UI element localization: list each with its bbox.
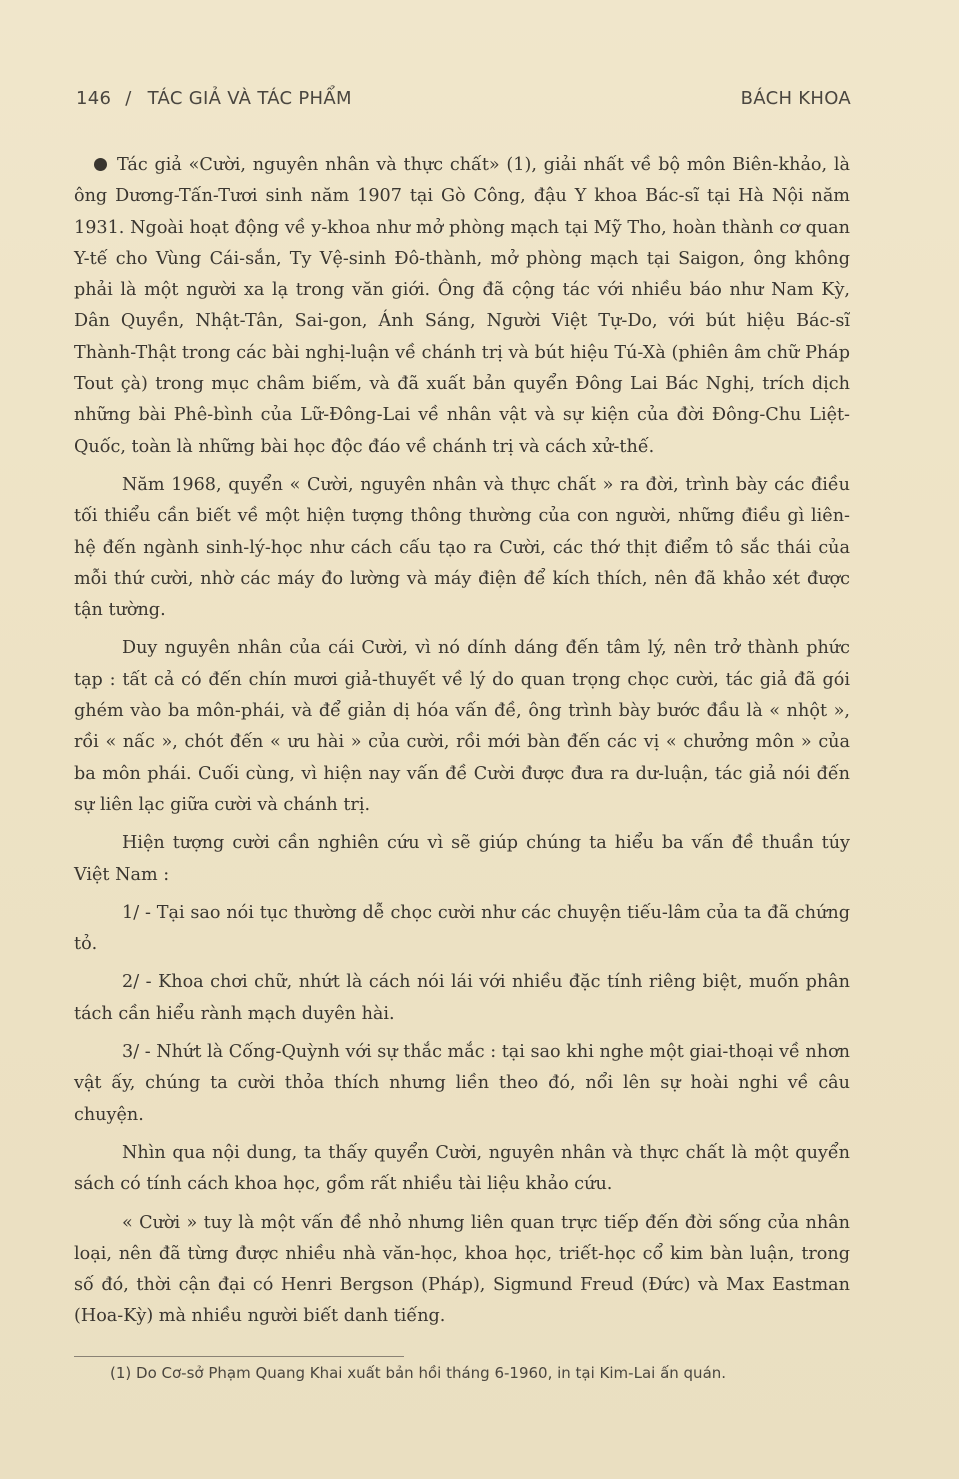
footnote-divider: [74, 1356, 404, 1357]
page-number: 146: [76, 88, 112, 109]
bullet-icon: [94, 158, 107, 171]
list-item: 2/ - Khoa chơi chữ, nhứt là cách nói lái với nhiều đặc tính riêng biệt, muốn phân tách cần hiểu rành mạch duyên hài.: [74, 972, 850, 1024]
footnote: (1) Do Cơ-sở Phạm Quang Khai xuất bản hồi tháng 6-1960, in tại Kim-Lai ấn quán.: [110, 1364, 727, 1382]
magazine-name: BÁCH KHOA: [740, 88, 851, 109]
paragraph: Duy nguyên nhân của cái Cười, vì nó dính dáng đến tâm lý, nên trở thành phức tạp : tất cả có đến chín mươi giả-thuyết về lý do quan trọng chọc cười, tác giả đã gói ghém vào ba môn-phái, và để giản dị hóa vấn đề, ông trình bày bước đầu là « nhột », rồi « nấc », chót đến « ưu hài » của cười, rồi mới bàn đến các vị « chưởng môn » của ba môn phái. Cuối cùng, vì hiện nay vấn đề Cười được đưa ra dư-luận, tác giả nói đến sự liên lạc giữa cười và chánh trị.: [74, 638, 850, 815]
paragraph: Năm 1968, quyển « Cười, nguyên nhân và thực chất » ra đời, trình bày các điều tối thiểu cần biết về một hiện tượng thông thường của con người, những điều gì liên-hệ đến ngành sinh-lý-học như cách cấu tạo ra Cười, các thớ thịt điểm tô sắc thái của mỗi thứ cười, nhờ các máy đo lường và máy điện để kích thích, nên đã khảo xét được tận tường.: [74, 474, 850, 621]
paragraph: « Cười » tuy là một vấn đề nhỏ nhưng liên quan trực tiếp đến đời sống của nhân loại, nên đã từng được nhiều nhà văn-học, khoa học, triết-học cổ kim bàn luận, trong số đó, thời cận đại có Henri Bergson (Pháp), Sigmund Freud (Đức) và Max Eastman (Hoa-Kỳ) mà nhiều người biết danh tiếng.: [74, 1212, 850, 1327]
paragraph-text: Tác giả «Cười, nguyên nhân và thực chất» (1), giải nhất về bộ môn Biên-khảo, là ông Dương-Tấn-Tươi sinh năm 1907 tại Gò Công, đậu Y khoa Bác-sĩ tại Hà Nội năm 1931. Ngoài hoạt động về y-khoa như mở phòng mạch tại Mỹ Tho, hoàn thành cơ quan Y-tế cho Vùng Cái-sắn, Ty Vệ-sinh Đô-thành, mở phòng mạch tại Saigon, ông không phải là một người xa lạ trong văn giới. Ông đã cộng tác với nhiều báo như Nam Kỳ, Dân Quyền, Nhật-Tân, Sai-gon, Ánh Sáng, Người Việt Tự-Do, với bút hiệu Bác-sĩ Thành-Thật trong các bài nghị-luận về chánh trị và bút hiệu Tú-Xà (phiên âm chữ Pháp Tout çà) trong mục châm biếm, và đã xuất bản quyển Đông Lai Bác Nghị, trích dịch những bài Phê-bình của Lữ-Đông-Lai về nhân vật và sự kiện của đời Đông-Chu Liệt-Quốc, toàn là những bài học độc đáo về chánh trị và cách xử-thế.: [74, 155, 850, 457]
article-body: [74, 150, 850, 1333]
paragraph: [74, 150, 850, 463]
section-title: TÁC GIẢ VÀ TÁC PHẨM: [147, 88, 352, 109]
list-item: 3/ - Nhứt là Cống-Quỳnh với sự thắc mắc : tại sao khi nghe một giai-thoại về nhơn vật ấy, chúng ta cười thỏa thích nhưng liền theo đó, nổi lên sự hoài nghi về câu chuyện.: [74, 1042, 850, 1125]
paragraph: Hiện tượng cười cần nghiên cứu vì sẽ giúp chúng ta hiểu ba vấn đề thuần túy Việt Nam :: [74, 833, 850, 885]
list-item: 1/ - Tại sao nói tục thường dễ chọc cười như các chuyện tiếu-lâm của ta đã chứng tỏ.: [74, 902, 850, 955]
running-header: [76, 88, 851, 109]
paragraph: Nhìn qua nội dung, ta thấy quyển Cười, nguyên nhân và thực chất là một quyển sách có tính cách khoa học, gồm rất nhiều tài liệu khảo cứu.: [74, 1142, 850, 1195]
header-separator: /: [125, 88, 132, 109]
